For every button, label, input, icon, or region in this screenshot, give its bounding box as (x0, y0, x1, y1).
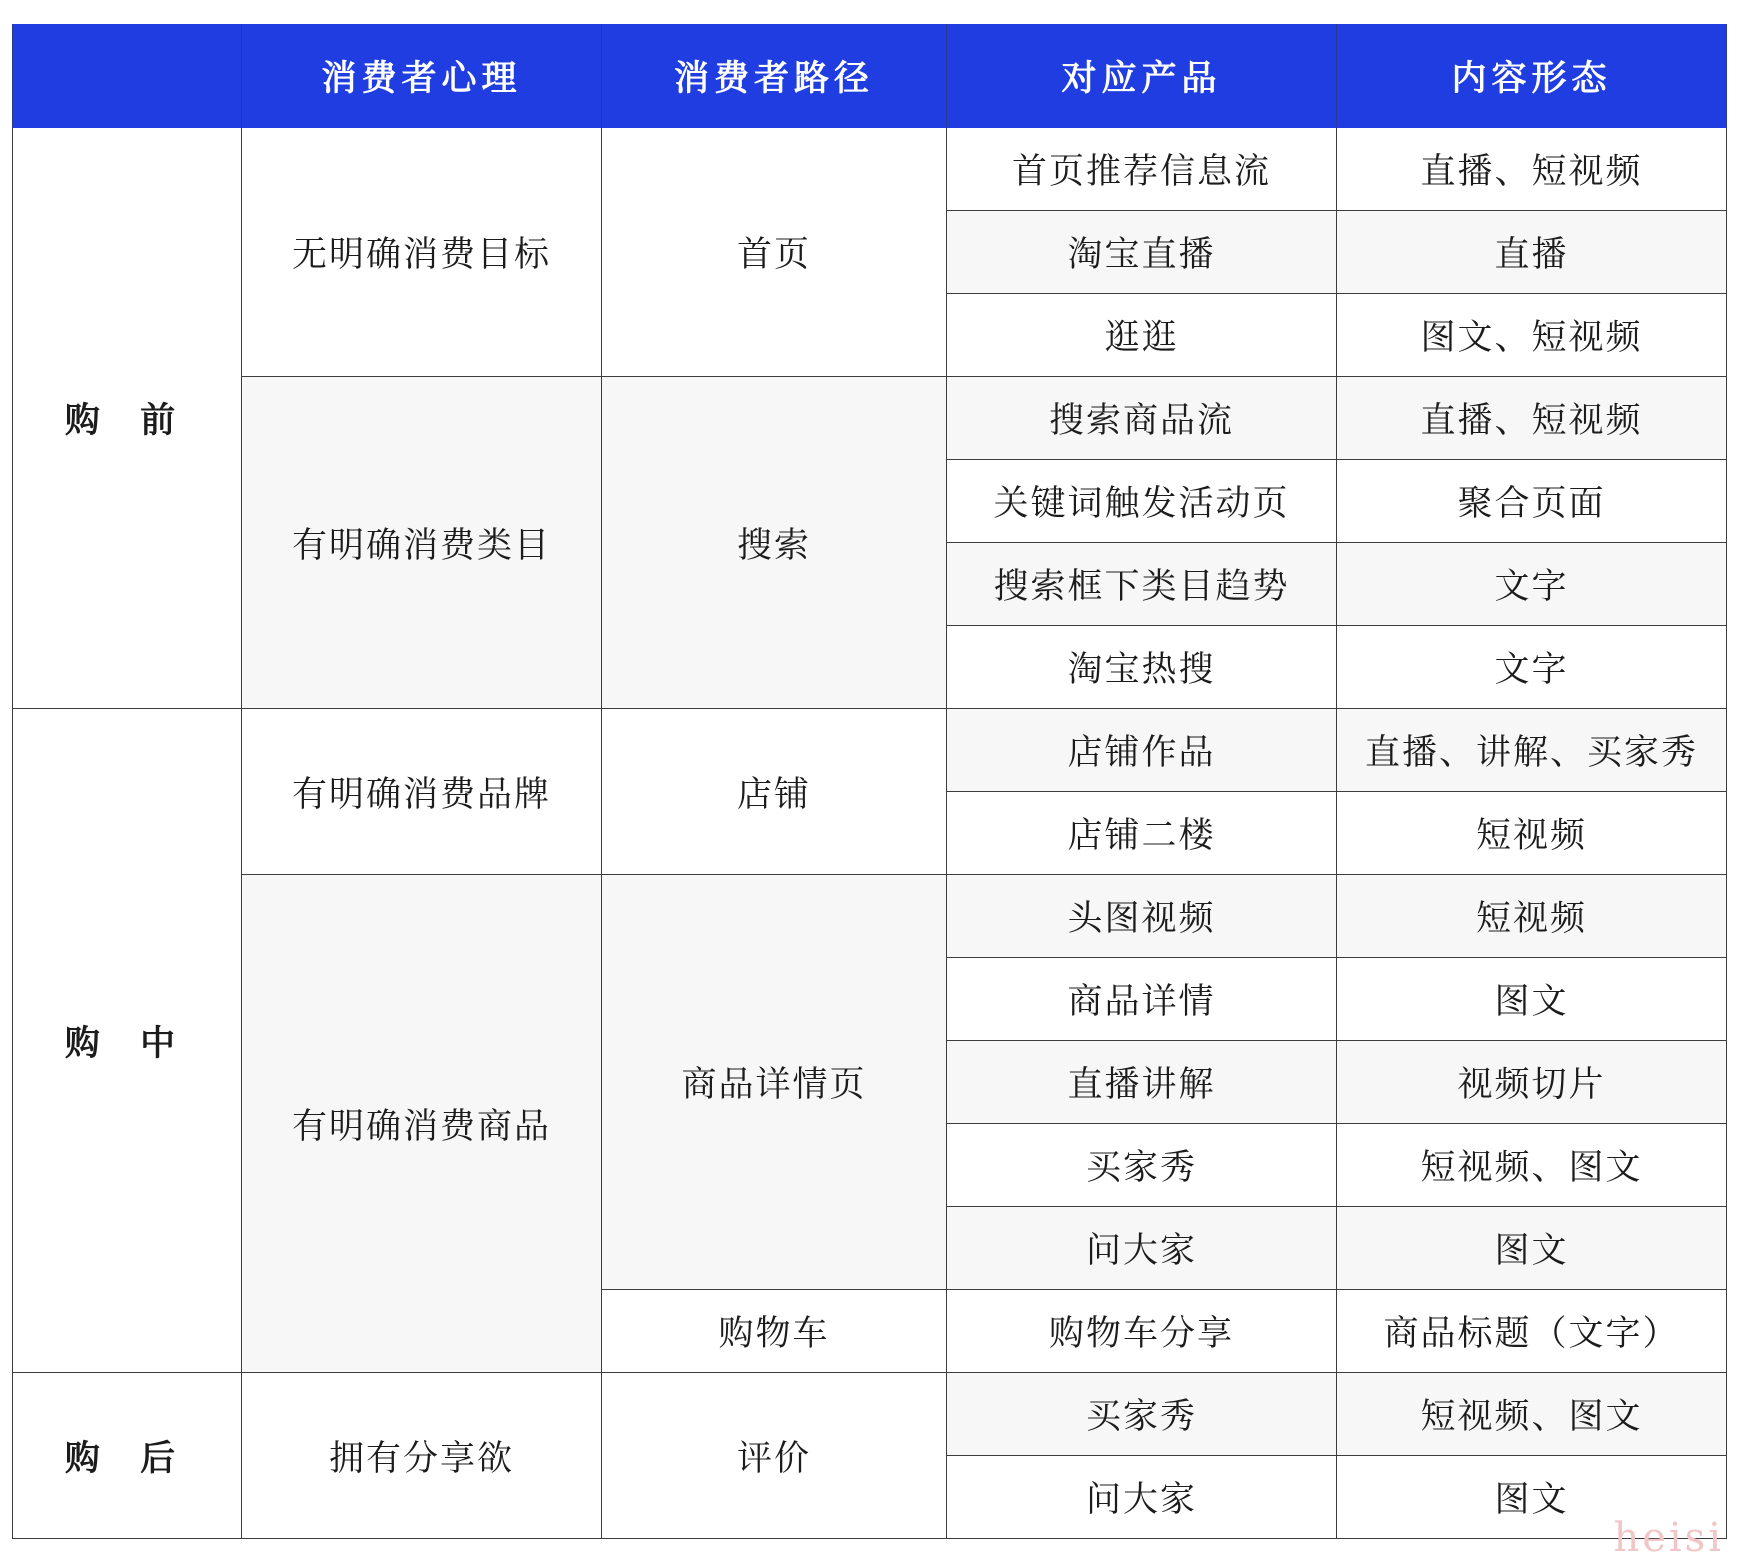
table-row (13, 377, 1727, 460)
content-cell: 短视频、图文 (1337, 1124, 1727, 1207)
psychology-has-brand: 有明确消费品牌 (242, 709, 602, 875)
phase-pre-purchase: 购 前 (13, 128, 242, 709)
content-cell: 视频切片 (1337, 1041, 1727, 1124)
product-cell: 店铺作品 (947, 709, 1337, 792)
psychology-has-category: 有明确消费类目 (242, 377, 602, 709)
phase-post-purchase: 购 后 (13, 1373, 242, 1539)
psychology-share: 拥有分享欲 (242, 1373, 602, 1539)
product-cell: 购物车分享 (947, 1290, 1337, 1373)
path-review: 评价 (602, 1373, 947, 1539)
table-row (13, 875, 1727, 958)
content-cell: 图文 (1337, 1207, 1727, 1290)
product-cell: 首页推荐信息流 (947, 128, 1337, 211)
content-cell: 短视频 (1337, 875, 1727, 958)
path-product-detail: 商品详情页 (602, 875, 947, 1290)
product-cell: 关键词触发活动页 (947, 460, 1337, 543)
phase-mid-purchase: 购 中 (13, 709, 242, 1373)
table-row (13, 1373, 1727, 1456)
table-row (13, 709, 1727, 792)
product-cell: 搜索框下类目趋势 (947, 543, 1337, 626)
content-cell: 直播、短视频 (1337, 377, 1727, 460)
header-product: 对应产品 (947, 25, 1337, 128)
content-cell: 直播、短视频 (1337, 128, 1727, 211)
header-content-form: 内容形态 (1337, 25, 1727, 128)
path-cart: 购物车 (602, 1290, 947, 1373)
content-cell: 图文 (1337, 958, 1727, 1041)
product-cell: 问大家 (947, 1207, 1337, 1290)
product-cell: 买家秀 (947, 1124, 1337, 1207)
content-cell: 商品标题（文字） (1337, 1290, 1727, 1373)
psychology-no-target: 无明确消费目标 (242, 128, 602, 377)
content-cell: 文字 (1337, 543, 1727, 626)
content-cell: 短视频 (1337, 792, 1727, 875)
content-cell: 直播 (1337, 211, 1727, 294)
header-consumer-psychology: 消费者心理 (242, 25, 602, 128)
product-cell: 店铺二楼 (947, 792, 1337, 875)
product-cell: 淘宝热搜 (947, 626, 1337, 709)
product-cell: 搜索商品流 (947, 377, 1337, 460)
header-row (13, 25, 1727, 128)
content-cell: 图文 (1337, 1456, 1727, 1539)
content-cell: 图文、短视频 (1337, 294, 1727, 377)
path-home: 首页 (602, 128, 947, 377)
table-row (13, 128, 1727, 211)
content-cell: 直播、讲解、买家秀 (1337, 709, 1727, 792)
watermark: heisi (1613, 1515, 1724, 1561)
product-cell: 淘宝直播 (947, 211, 1337, 294)
consumer-content-table (12, 24, 1727, 1539)
product-cell: 逛逛 (947, 294, 1337, 377)
product-cell: 问大家 (947, 1456, 1337, 1539)
product-cell: 直播讲解 (947, 1041, 1337, 1124)
header-cell-blank (13, 25, 242, 128)
path-store: 店铺 (602, 709, 947, 875)
content-cell: 聚合页面 (1337, 460, 1727, 543)
product-cell: 头图视频 (947, 875, 1337, 958)
header-consumer-path: 消费者路径 (602, 25, 947, 128)
psychology-has-product: 有明确消费商品 (242, 875, 602, 1373)
product-cell: 商品详情 (947, 958, 1337, 1041)
content-cell: 短视频、图文 (1337, 1373, 1727, 1456)
path-search: 搜索 (602, 377, 947, 709)
content-cell: 文字 (1337, 626, 1727, 709)
product-cell: 买家秀 (947, 1373, 1337, 1456)
